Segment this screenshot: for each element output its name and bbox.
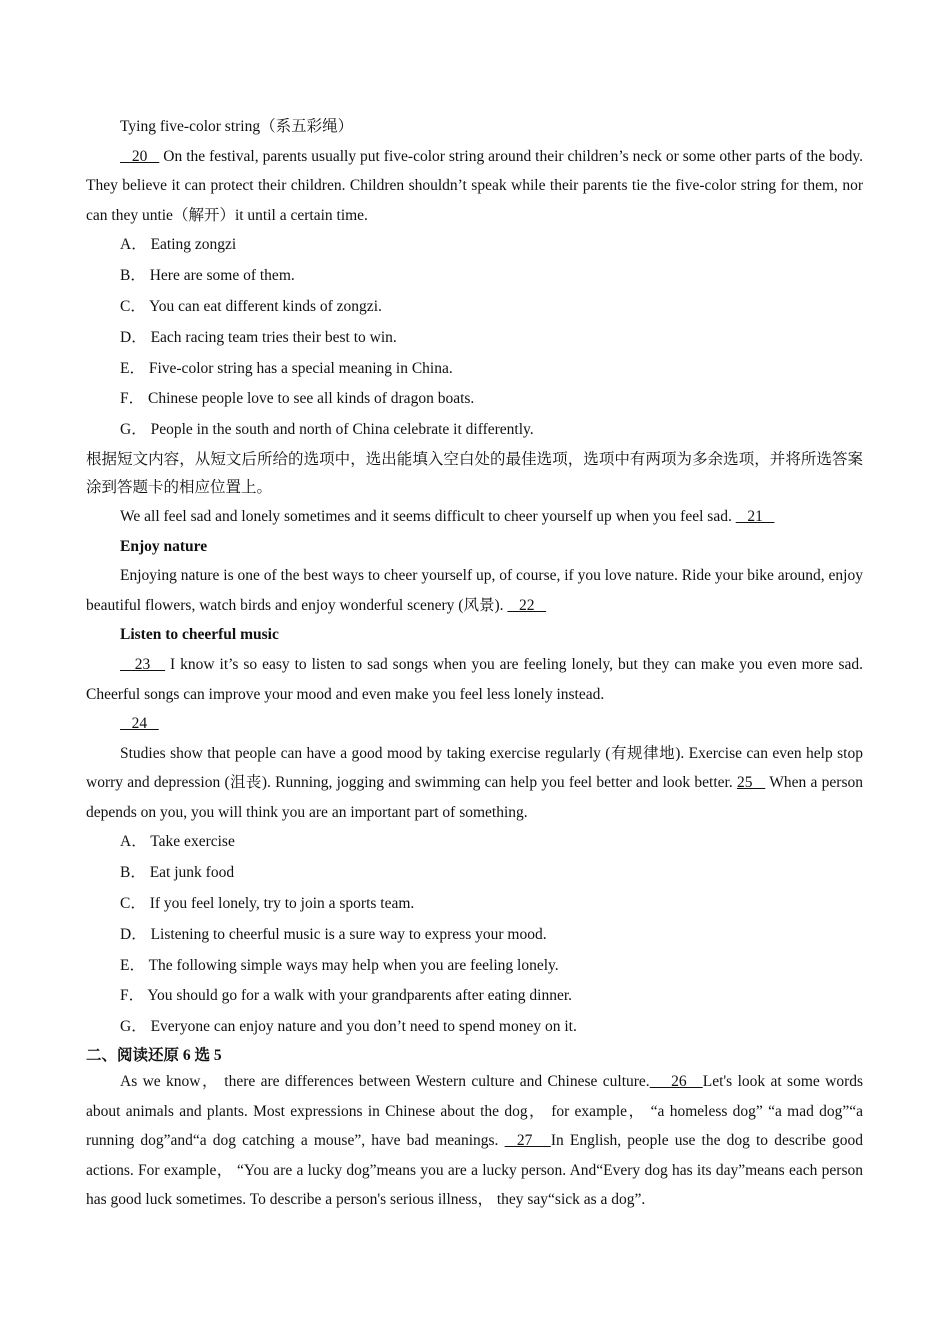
option-a: A． Take exercise <box>120 833 235 851</box>
option-b: B． Here are some of them. <box>120 267 295 285</box>
option-e: E． Five-color string has a special meaning in China. <box>120 359 453 377</box>
blank-26[interactable]: 26 <box>649 1073 703 1091</box>
blank-24[interactable]: 24 <box>120 715 159 733</box>
intro-paragraph <box>86 502 863 532</box>
document-page <box>86 112 863 1215</box>
option-a: A． Eating zongzi <box>120 236 237 254</box>
paragraph-text: Studies show that people can have a good mood by taking exercise regularly (有规律地). Exercise can even help stop worry and depression (沮丧). Running, jogging and swimming can help you feel better and look better. <box>86 744 863 792</box>
option-c: C． You can eat different kinds of zongzi. <box>120 297 382 315</box>
paragraph-text: As we know， there are differences between Western culture and Chinese culture. <box>120 1073 650 1091</box>
heading-cheerful-music: Listen to cheerful music <box>120 626 279 644</box>
option-b: B． Eat junk food <box>120 864 235 882</box>
blank-23[interactable]: 23 <box>120 655 166 673</box>
paragraph-text-2: Let's look at some words about animals and plants. Most expressions in Chinese about the dog， for example， “a homeless dog” “a mad dog”“a running dog”and“a dog catching a mouse”, have bad meanings. <box>86 1073 864 1150</box>
option-f: F． Chinese people love to see all kinds of dragon boats. <box>120 390 475 408</box>
paragraph-five-color-string <box>86 142 863 231</box>
paragraph-text: I know it’s so easy to listen to sad songs when you are feeling lonely, but they can make you even more sad. Cheerful songs can improve your mood and even make you feel less lonely instead. <box>86 655 863 703</box>
option-e: E． The following simple ways may help when you are feeling lonely. <box>120 956 559 974</box>
blank-25[interactable]: 25 <box>736 774 766 792</box>
section-heading-five-color-string: Tying five-color string（系五彩绳） <box>120 118 354 135</box>
blank-21[interactable]: 21 <box>735 507 775 525</box>
heading-enjoy-nature: Enjoy nature <box>120 537 208 555</box>
paragraph-text-2: When a person depends on you, you will think you are an important part of something. <box>86 774 863 821</box>
paragraph-text: Enjoying nature is one of the best ways to cheer yourself up, of course, if you love nature. Ride your bike around, enjoy beautiful flowers, watch birds and enjoy wonderful scenery (风景). <box>86 567 863 614</box>
option-g: G． People in the south and north of China celebrate it differently. <box>120 421 534 439</box>
blank-27[interactable]: 27 <box>504 1132 551 1150</box>
paragraph-text-3: In English, people use the dog to describe good actions. For example， “You are a lucky dog”means you are a lucky person. And“Every dog has its day”means each person has good luck sometimes. To describe a person's serious illness， they say“sick as a dog”. <box>86 1132 863 1209</box>
paragraph-text: We all feel sad and lonely sometimes and it seems difficult to cheer yourself up when you feel sad. <box>120 507 736 525</box>
option-d: D． Each racing team tries their best to win. <box>120 328 397 346</box>
section-heading-reading: 二、阅读还原 6 选 5 <box>86 1047 222 1065</box>
paragraph-culture <box>86 1067 863 1215</box>
paragraph-exercise <box>86 739 863 828</box>
paragraph-text: On the festival, parents usually put five-color string around their children’s neck or some other parts of the body. They believe it can protect their children. Children shouldn’t speak while their parents tie the five-color string for them, nor can they untie（解开）it until a certain time. <box>86 147 863 224</box>
paragraph-cheerful-music <box>86 650 863 709</box>
option-g: G． Everyone can enjoy nature and you don’t need to spend money on it. <box>120 1018 577 1036</box>
heading-blank-24 <box>86 709 863 739</box>
option-d: D． Listening to cheerful music is a sure way to express your mood. <box>120 925 547 943</box>
instruction-text: 根据短文内容，从短文后所给的选项中，选出能填入空白处的最佳选项，选项中有两项为多余选项，并将所选答案涂到答题卡的相应位置上。 <box>86 450 863 496</box>
paragraph-enjoy-nature <box>86 561 863 620</box>
blank-22[interactable]: 22 <box>507 596 547 614</box>
blank-20[interactable]: 20 <box>120 147 160 165</box>
option-f: F． You should go for a walk with your grandparents after eating dinner. <box>120 987 573 1005</box>
option-c: C． If you feel lonely, try to join a sports team. <box>120 895 415 913</box>
